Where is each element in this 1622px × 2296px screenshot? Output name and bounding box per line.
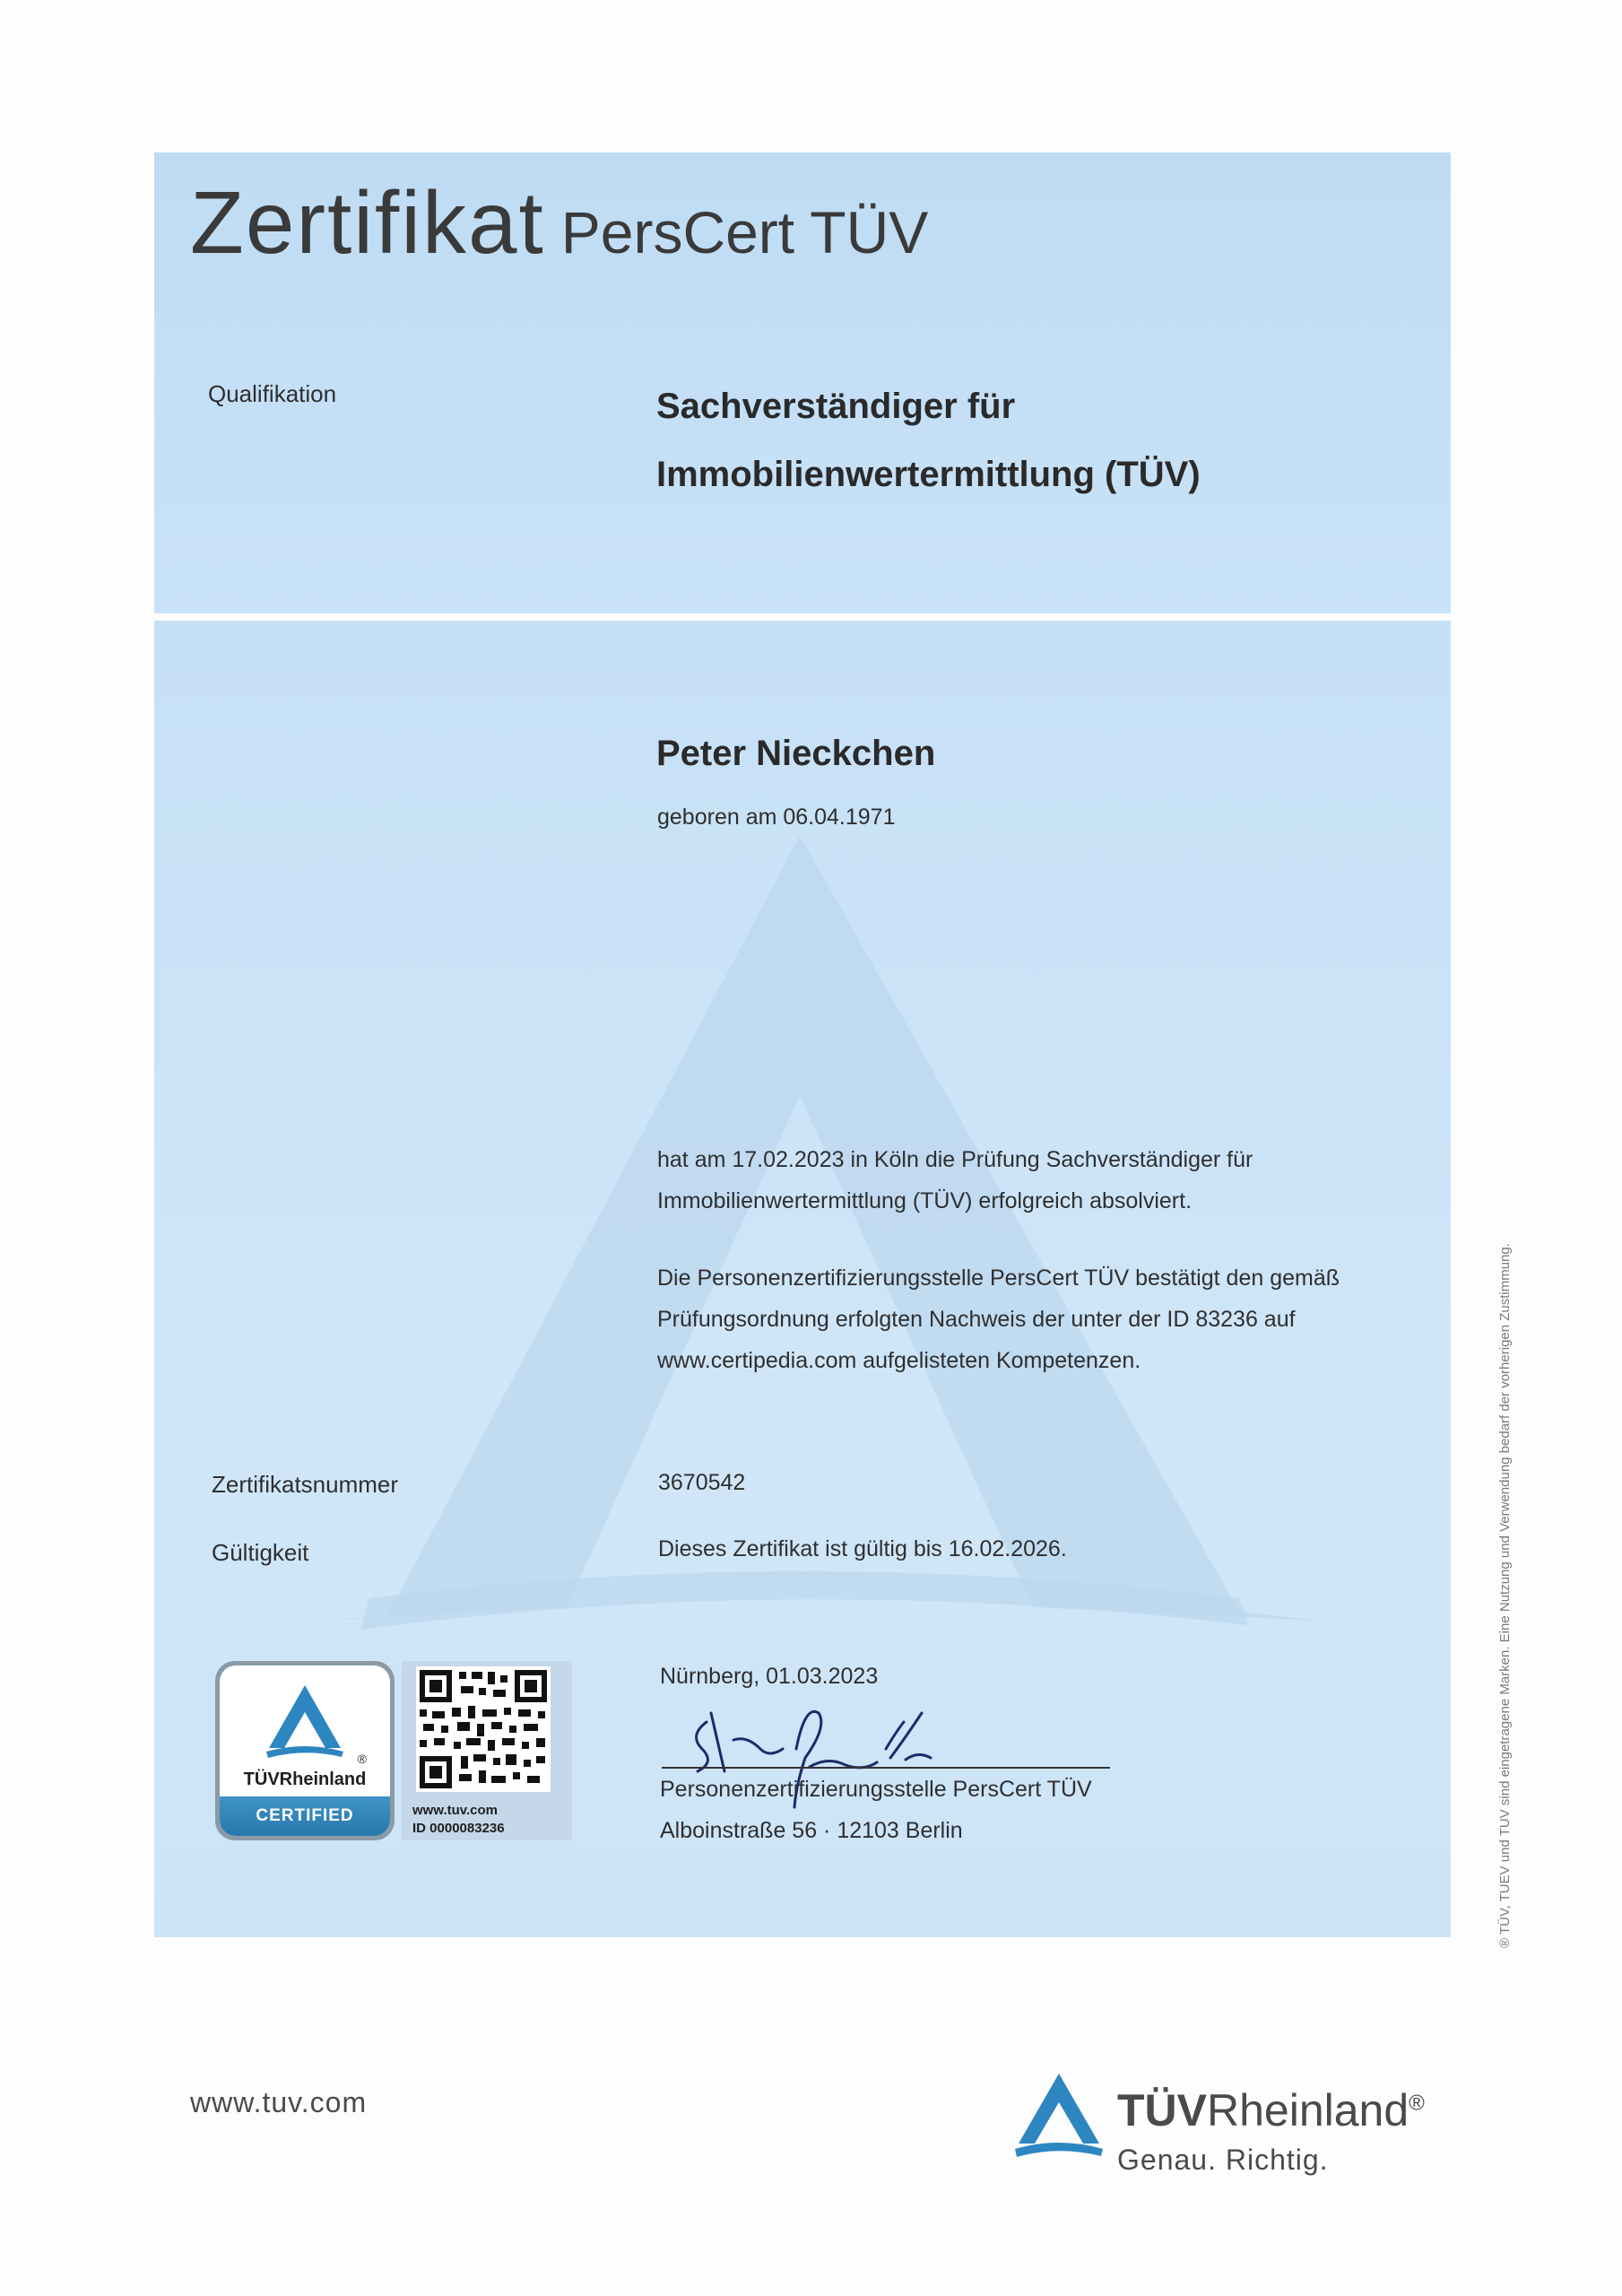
tuv-rheinland-logo bbox=[1010, 2054, 1458, 2179]
certificate-number-label: Zertifikatsnummer bbox=[212, 1471, 399, 1498]
confirm-line2: Prüfungsordnung erfolgten Nachweis der unter der ID 83236 auf bbox=[657, 1307, 1296, 1332]
confirmation-text bbox=[657, 1257, 1340, 1381]
logo-slogan: Genau. Richtig. bbox=[1117, 2144, 1329, 2176]
certificate-title bbox=[190, 172, 928, 274]
logo-wordmark-bold: TÜV bbox=[1117, 2085, 1207, 2135]
qualification-line2: Immobilienwertermittlung (TÜV) bbox=[656, 455, 1201, 494]
qr-url: www.tuv.com bbox=[412, 1803, 499, 1818]
trademark-note: ® TÜV, TUEV und TUV sind eingetragene Marken. Eine Nutzung und Verwendung bedarf der vorherigen Zustimmung. bbox=[1497, 1243, 1513, 1948]
confirm-line1: Die Personenzertifizierungsstelle PersCert TÜV bestätigt den gemäß bbox=[657, 1265, 1340, 1291]
qr-code-icon bbox=[416, 1666, 551, 1792]
badge-brand-name: TÜVRheinland bbox=[243, 1770, 367, 1789]
title-main: Zertifikat bbox=[190, 173, 545, 272]
signature-address: Alboinstraße 56 · 12103 Berlin bbox=[660, 1818, 963, 1843]
confirm-line3: www.certipedia.com aufgelisteten Kompetenzen. bbox=[657, 1348, 1141, 1373]
holder-name: Peter Nieckchen bbox=[656, 734, 936, 773]
qr-id: ID 0000083236 bbox=[412, 1821, 505, 1836]
certificate-number-value: 3670542 bbox=[658, 1470, 746, 1495]
badge-certified-label: CERTIFIED bbox=[220, 1796, 390, 1836]
logo-wordmark bbox=[1117, 2084, 1425, 2136]
logo-registered-mark: ® bbox=[1409, 2091, 1425, 2116]
qualification-label: Qualifikation bbox=[208, 380, 337, 407]
holder-birth: geboren am 06.04.1971 bbox=[657, 804, 896, 830]
signature-org: Personenzertifizierungsstelle PersCert TÜV bbox=[660, 1777, 1092, 1802]
qualification-line1: Sachverständiger für bbox=[656, 387, 1016, 426]
qr-code-block bbox=[402, 1661, 572, 1840]
validity-label: Gültigkeit bbox=[212, 1539, 309, 1566]
exam-line2: Immobilienwertermittlung (TÜV) erfolgreich absolviert. bbox=[657, 1188, 1193, 1213]
title-sub: PersCert TÜV bbox=[560, 199, 929, 265]
tuv-certified-badge bbox=[215, 1661, 395, 1840]
validity-value: Dieses Zertifikat ist gültig bis 16.02.2026. bbox=[658, 1536, 1067, 1561]
exam-text bbox=[657, 1139, 1253, 1222]
qualification-title bbox=[656, 372, 1374, 509]
badge-registered-mark: ® bbox=[357, 1752, 367, 1766]
tuv-logo-triangle-icon bbox=[1010, 2070, 1108, 2160]
footer-url: www.tuv.com bbox=[190, 2086, 368, 2118]
exam-line1: hat am 17.02.2023 in Köln die Prüfung Sachverständiger für bbox=[657, 1147, 1253, 1172]
place-date: Nürnberg, 01.03.2023 bbox=[660, 1664, 879, 1689]
logo-wordmark-rest: Rheinland bbox=[1207, 2085, 1409, 2135]
